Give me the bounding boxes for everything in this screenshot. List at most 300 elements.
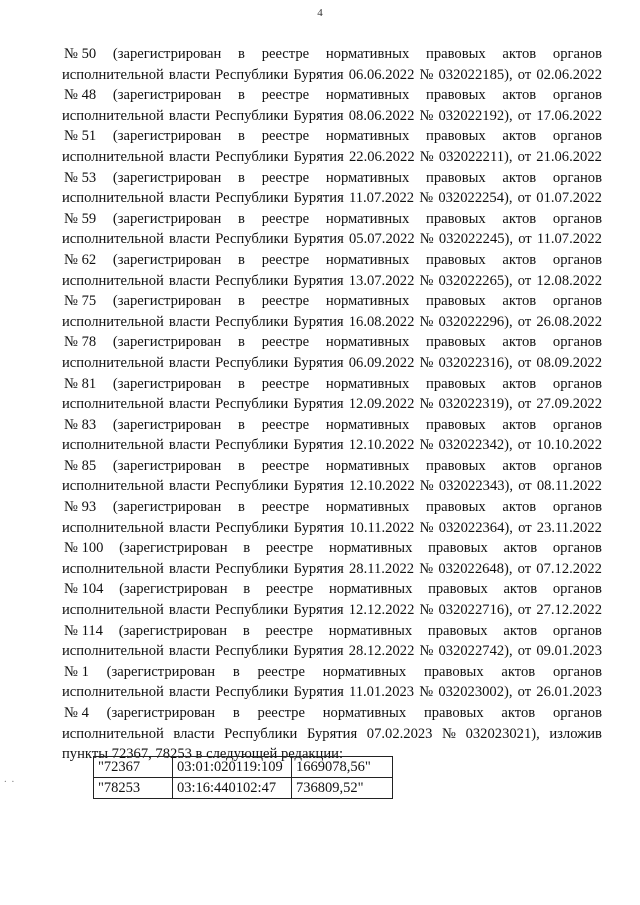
entry-word: (зарегистрирован [106,705,216,721]
entry-word: правовых [426,375,486,392]
entry-line-first [62,415,602,436]
entry-word: в [232,663,240,680]
entry-word: 13.07.2022 [348,272,415,289]
entry-word: органов [552,663,602,680]
entry-word: нормативных [328,540,413,557]
entry-word: 032022716), [438,602,513,619]
entry-word: Бурятия [293,231,344,248]
entry-word: 12.10.2022 [348,437,415,454]
entry-word: Бурятия [293,437,344,454]
entry-word: 12.10.2022 [348,478,415,495]
entry-word: № [419,272,434,289]
entry-line-first [62,209,602,230]
entry-word: в [232,705,240,721]
entry-word: исполнительной [62,272,164,289]
entry-word: актов [502,87,537,104]
entry-word: 032022742), [438,643,513,660]
entry-word: Республики [215,148,289,165]
entry-word: реестре [261,334,310,351]
entry-word: Бурятия [293,190,344,207]
entry-word: актов [501,705,536,721]
entry-word: (зарегистрирован [112,46,222,62]
entry-word: 08.09.2022 [536,354,602,371]
entry-word: власти [168,190,211,207]
entry-word: нормативных [328,581,413,598]
entry-word: от [518,231,532,248]
entry-word: Бурятия [293,602,344,619]
entry-word: правовых [426,457,486,474]
entry-word: исполнительной [62,231,164,248]
entry-word: 28.12.2022 [348,643,415,660]
entry-word: Республики [215,602,289,619]
entry-word: в [238,46,245,62]
entry-word: актов [503,540,538,557]
entry-word: (зарегистрирован [106,663,216,680]
entry-word: (зарегистрирован [112,210,222,227]
entry-word: власти [168,107,211,124]
entry-word: 01.07.2022 [536,190,602,207]
entry-word: 28.11.2022 [348,560,415,577]
entry-word: правовых [426,293,486,310]
cadastral-table [93,756,393,799]
entry-word: правовых [426,251,486,268]
entry-word: актов [502,210,537,227]
entry-word: от [517,190,532,207]
entry-word: органов [552,169,602,186]
entry-word: власти [169,519,211,536]
entry-word: в [238,128,245,145]
entry-word: 032022245), [438,231,514,248]
entry-word: исполнительной [62,519,164,536]
entry-word: № [419,231,434,248]
entry-line-first [62,374,602,395]
entry-word: от [517,148,532,165]
table-cell-value: 1669078,56" [292,757,393,778]
entry-word: 09.01.2023 [536,643,602,660]
entry-word: актов [502,46,537,62]
table-cell-cadastral-number: 03:01:020119:109 [173,757,292,778]
entry-word: 16.08.2022 [348,313,415,330]
entry-word: от [517,313,532,330]
entry-word: в [243,581,251,598]
entry-number: № 4 [64,705,89,721]
entry-word: 11.07.2022 [536,231,602,248]
entry-word: реестре [261,46,310,62]
entry-line-second [62,229,602,250]
entry-word: (зарегистрирован [112,375,222,392]
entry-word: правовых [428,540,488,557]
entry-word: правовых [426,128,486,145]
entry-line-second [62,518,602,539]
entry-word: № [419,190,434,207]
entry-word: нормативных [325,210,410,227]
entry-word: органов [552,499,602,516]
entry-word: 032023021), [465,725,540,742]
entry-line-second [62,394,602,415]
entry-word: правовых [426,46,486,62]
entry-line-second [62,600,602,621]
entry-line-second [62,271,602,292]
table-cell-cadastral-number: 03:16:440102:47 [173,778,292,799]
entry-line-first [62,538,602,559]
entry-word: от [517,437,532,454]
entry-word: 12.12.2022 [348,602,415,619]
entry-word: от [517,354,532,371]
entry-line-first [62,497,602,518]
entry-line-second [62,476,602,497]
entry-word: Бурятия [293,107,344,124]
entry-word: реестре [261,169,310,186]
entry-word: в [238,210,245,227]
entry-word: 032022343), [438,478,514,495]
entry-word: нормативных [328,622,413,639]
entry-word: Республики [215,231,289,248]
entry-word: (зарегистрирован [112,87,222,104]
entry-word: правовых [426,499,486,516]
entry-word: от [518,519,532,536]
entry-word: правовых [426,169,486,186]
entry-word: Республики [215,519,289,536]
entry-word: 032022364), [438,519,513,536]
entry-word: № [442,725,456,742]
entry-line-second [62,147,602,168]
entry-word: 23.11.2022 [536,519,602,536]
entry-word: 27.12.2022 [536,602,602,619]
entry-word: 032023002), [438,684,513,701]
entry-number: № 83 [64,416,97,433]
entry-word: № [419,354,434,371]
entry-word: 10.10.2022 [536,437,602,454]
entry-word: Бурятия [293,354,344,371]
entry-word: Республики [215,437,289,454]
entry-line-first [62,621,602,642]
entry-word: Республики [215,684,289,701]
entry-word: 06.09.2022 [348,354,415,371]
entry-word: власти [168,560,211,577]
entry-word: 21.06.2022 [536,148,602,165]
entry-word: 08.06.2022 [348,107,415,124]
entry-word: актов [502,416,537,433]
entry-word: 11.07.2022 [348,190,415,207]
entry-word: органов [552,128,602,145]
entry-word: органов [552,210,602,227]
entry-word: Бурятия [293,519,345,536]
entry-line-second [62,312,602,333]
entry-word: органов [552,334,602,351]
entry-word: Республики [215,66,289,83]
closing-line: пункты 72367, 78253 в следующей редакции: [62,746,344,763]
entry-word: 07.12.2022 [536,560,602,577]
entry-word: Республики [215,313,289,330]
entry-word: 08.11.2022 [536,478,602,495]
entry-word: исполнительной [62,602,164,619]
entry-word: от [518,478,532,495]
entry-number: № 81 [64,375,97,392]
entry-word: органов [552,581,602,598]
entry-word: власти [168,313,211,330]
table-cell-value: 736809,52" [292,778,393,799]
entry-word: актов [503,622,538,639]
entry-line-first [62,168,602,189]
entry-word: № [419,684,434,701]
entry-word: 032022254), [438,190,513,207]
entry-word: (зарегистрирован [112,293,222,310]
entry-word: 12.09.2022 [348,396,415,413]
entry-word: власти [168,602,211,619]
entry-word: Бурятия [293,560,344,577]
entry-word: Республики [215,560,289,577]
entry-line-second [62,435,602,456]
entry-word: нормативных [325,128,410,145]
entry-word: 07.02.2023 [366,725,433,742]
entry-word: от [517,66,532,83]
entry-word: 032022265), [438,272,513,289]
entry-word: реестре [261,210,310,227]
entry-number: № 53 [64,169,97,186]
entry-word: реестре [265,622,313,639]
entry-word: 10.11.2022 [349,519,415,536]
entry-word: 032022211), [438,148,513,165]
entry-word: органов [552,46,602,62]
entry-word: органов [552,251,602,268]
entry-word: актов [502,251,537,268]
entry-line-first [62,456,602,477]
entry-word: Бурятия [306,725,358,742]
entry-word: исполнительной [62,354,164,371]
entry-word: правовых [426,210,486,227]
entry-word: реестре [261,499,310,516]
entry-number: № 85 [64,457,97,474]
entry-word: реестре [261,416,310,433]
entry-number: № 93 [64,499,97,516]
entry-word: правовых [426,416,486,433]
entry-word: власти [168,354,211,371]
entry-word: в [238,334,245,351]
entry-number: № 104 [64,581,104,598]
entry-word: № [419,560,434,577]
entry-word: (зарегистрирован [112,416,222,433]
entry-word: Бурятия [293,313,344,330]
entry-word: актов [502,499,537,516]
entry-word: изложив [549,725,602,742]
entry-word: 22.06.2022 [348,148,415,165]
entry-word: 032022185), [438,66,513,83]
entry-word: органов [552,416,602,433]
entry-word: Республики [215,643,289,660]
entry-word: правовых [423,705,484,721]
entry-word: Республики [215,478,289,495]
entry-word: исполнительной [62,560,164,577]
entry-word: нормативных [325,457,410,474]
entry-word: исполнительной [62,684,164,701]
entry-number: № 50 [64,46,97,62]
entry-word: исполнительной [62,66,164,83]
entry-word: актов [502,375,537,392]
entry-word: (зарегистрирован [112,251,222,268]
entry-word: № [419,66,434,83]
entry-word: № [419,313,434,330]
entry-word: в [238,416,245,433]
entry-word: от [517,272,532,289]
entry-word: власти [168,478,211,495]
entry-word: исполнительной [62,437,164,454]
entry-word: нормативных [325,251,410,268]
entry-word: в [238,293,245,310]
entry-number: № 51 [64,128,97,145]
entry-word: № [419,437,434,454]
entry-word: (зарегистрирован [118,622,228,639]
entry-line-first [62,85,602,106]
entry-word: реестре [261,128,310,145]
entry-word: нормативных [325,334,410,351]
entry-word: нормативных [322,663,407,680]
entry-word: органов [552,375,602,392]
table-cell-item: "72367 [94,757,173,778]
entry-word: Бурятия [293,478,344,495]
entry-word: (зарегистрирован [119,540,228,557]
entry-word: Республики [215,272,289,289]
entry-word: (зарегистрирован [112,334,222,351]
entry-word: в [238,499,245,516]
entry-word: 032022296), [438,313,513,330]
table-row [94,778,393,799]
entry-word: власти [168,231,211,248]
entry-word: Бурятия [293,684,344,701]
entry-word: власти [168,66,211,83]
entry-word: Бурятия [293,272,344,289]
entry-word: власти [168,437,211,454]
entry-word: исполнительной [62,148,164,165]
entry-line-second [62,65,602,86]
entry-word: Бурятия [293,66,344,83]
entry-word: № [419,107,434,124]
entry-line-first [62,332,602,353]
entry-word: № [419,519,434,536]
entry-word: в [238,375,245,392]
entry-word: власти [168,643,211,660]
entry-word: 02.06.2022 [536,66,602,83]
entry-word: власти [168,684,211,701]
entry-word: в [238,251,245,268]
entry-word: реестре [257,705,305,721]
table-cell-item: "78253 [94,778,173,799]
entry-number: № 48 [64,87,97,104]
entry-word: исполнительной [62,396,164,413]
entry-word: 032022319), [438,396,513,413]
entry-line-second [62,682,602,703]
entry-line-first [62,579,602,600]
entry-word: 032022316), [438,354,513,371]
entry-line-first [62,703,602,724]
page-number: 4 [317,7,323,19]
entry-word: 06.06.2022 [348,66,415,83]
entry-line-second [62,106,602,127]
entry-word: нормативных [322,705,407,721]
entry-word: актов [501,663,536,680]
entry-word: исполнительной [62,107,164,124]
entry-word: Республики [215,354,289,371]
entry-line-first [62,126,602,147]
entry-word: от [517,560,532,577]
entry-word: 17.06.2022 [536,107,602,124]
entry-number: № 114 [64,622,103,639]
entry-word: правовых [428,581,488,598]
entry-line-second [62,641,602,662]
entry-word: нормативных [325,416,410,433]
entry-word: 12.08.2022 [536,272,602,289]
entry-word: реестре [261,251,310,268]
entry-word: органов [552,293,602,310]
entry-word: актов [502,128,537,145]
entry-word: органов [552,540,602,557]
entry-number: № 100 [64,540,104,557]
entry-word: № [419,643,434,660]
entry-line-first [62,44,602,65]
entry-number: № 78 [64,334,97,351]
entry-word: от [517,684,532,701]
table-row [94,757,393,778]
entry-word: от [517,396,532,413]
entry-word: власти [168,272,211,289]
entry-word: от [517,602,532,619]
entry-word: нормативных [325,375,410,392]
entry-line-second [62,188,602,209]
entry-word: 032022648), [438,560,513,577]
entry-line-second [62,724,602,745]
entry-line-first [62,250,602,271]
entry-number: № 75 [64,293,97,310]
entry-word: в [238,457,245,474]
entry-word: № [419,396,434,413]
entry-number: № 62 [64,251,97,268]
entry-word: 032022342), [438,437,513,454]
entry-word: органов [552,705,602,721]
entry-word: 26.08.2022 [536,313,602,330]
entry-word: в [242,622,250,639]
entry-word: 032022192), [438,107,513,124]
entry-word: реестре [265,581,314,598]
entry-word: власти [168,396,211,413]
entry-word: правовых [426,334,486,351]
entry-word: реестре [265,540,314,557]
margin-mark: . . [4,773,16,785]
entry-number: № 59 [64,210,97,227]
entry-word: власти [173,725,215,742]
entry-word: № [419,148,434,165]
entry-word: актов [503,581,538,598]
entry-word: исполнительной [62,190,164,207]
entry-word: исполнительной [62,313,164,330]
entry-word: нормативных [325,169,410,186]
entry-line-second [62,559,602,580]
entry-word: Республики [215,190,289,207]
entry-word: в [238,87,245,104]
entry-word: актов [502,169,537,186]
entry-word: нормативных [325,499,410,516]
entry-word: правовых [426,87,486,104]
entry-word: (зарегистрирован [112,169,222,186]
entry-word: власти [168,148,211,165]
entry-word: реестре [261,293,310,310]
entry-word: 05.07.2022 [348,231,415,248]
entry-word: (зарегистрирован [112,128,222,145]
entry-word: нормативных [325,87,410,104]
entry-word: (зарегистрирован [119,581,228,598]
entry-word: в [238,169,245,186]
entry-word: 11.01.2023 [348,684,415,701]
entry-word: правовых [423,663,484,680]
entry-word: Республики [215,396,289,413]
